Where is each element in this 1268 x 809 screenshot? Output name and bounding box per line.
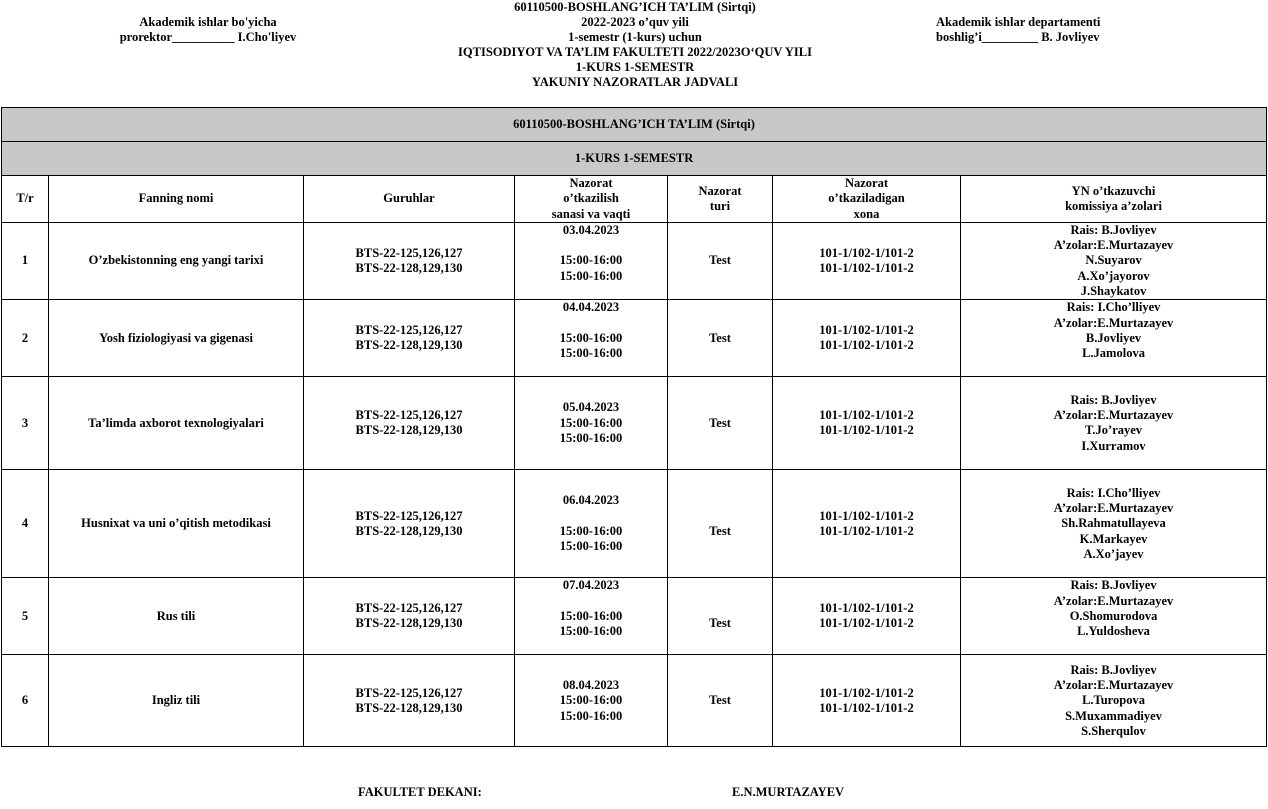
exam-type: Test [668, 578, 773, 655]
band-subtitle: 1-KURS 1-SEMESTR [2, 142, 1267, 176]
commission-cell: Rais: I.Cho’lliyev A’zolar:E.Murtazayev B.Jovliyev L.Jamolova [961, 300, 1267, 377]
table-row [2, 578, 1267, 655]
table-header-row [2, 176, 1267, 223]
approval-block-department [936, 15, 1146, 45]
col-header-commission: YN o’tkazuvchi komissiya a’zolari [961, 176, 1267, 223]
date-cell: 07.04.2023 15:00-16:00 15:00-16:00 [515, 578, 668, 655]
col-header-room: Nazorat o’tkaziladigan xona [773, 176, 961, 223]
exam-type: Test [668, 300, 773, 377]
dean-label: FAKULTET DEKANI: [358, 785, 482, 799]
department-signature: boshlig’i_________ B. Jovliyev [936, 30, 1100, 44]
subject-name: Yosh fiziologiyasi va gigenasi [49, 300, 304, 377]
room-cell: 101-1/102-1/101-2 101-1/102-1/101-2 [773, 300, 961, 377]
row-number: 2 [2, 300, 49, 377]
exam-schedule-table [1, 107, 1267, 747]
table-row [2, 377, 1267, 470]
date-cell: 03.04.2023 15:00-16:00 15:00-16:00 [515, 222, 668, 299]
groups-cell: BTS-22-125,126,127 BTS-22-128,129,130 [304, 578, 515, 655]
title-line: 1-semestr (1-kurs) uchun [568, 30, 702, 44]
groups-cell: BTS-22-125,126,127 BTS-22-128,129,130 [304, 470, 515, 578]
room-cell: 101-1/102-1/101-2 101-1/102-1/101-2 [773, 222, 961, 299]
room-cell: 101-1/102-1/101-2 101-1/102-1/101-2 [773, 470, 961, 578]
commission-cell: Rais: B.Jovliyev A’zolar:E.Murtazayev T.Jo’rayev I.Xurramov [961, 377, 1267, 470]
row-number: 3 [2, 377, 49, 470]
title-line: IQTISODIYOT VA TA’LIM FAKULTETI 2022/2023O‘QUV YILI [458, 45, 812, 59]
commission-cell: Rais: B.Jovliyev A’zolar:E.Murtazayev O.Shomurodova L.Yuldosheva [961, 578, 1267, 655]
groups-cell: BTS-22-125,126,127 BTS-22-128,129,130 [304, 377, 515, 470]
row-number: 6 [2, 655, 49, 747]
title-line: 2022-2023 o’quv yili [581, 15, 689, 29]
title-line: 60110500-BOSHLANG’ICH TA’LIM (Sirtqi) [514, 0, 756, 14]
date-cell: 08.04.2023 15:00-16:00 15:00-16:00 [515, 655, 668, 747]
title-line: YAKUNIY NAZORATLAR JADVALI [531, 75, 739, 89]
subject-name: O’zbekistonning eng yangi tarixi [49, 222, 304, 299]
subject-name: Ta’limda axborot texnologiyalari [49, 377, 304, 470]
subject-name: Rus tili [49, 578, 304, 655]
subject-name: Ingliz tili [49, 655, 304, 747]
col-header-date: Nazorat o’tkazilish sanasi va vaqti [515, 176, 668, 223]
title-line: 1-KURS 1-SEMESTR [575, 60, 695, 74]
exam-type: Test [668, 377, 773, 470]
room-cell: 101-1/102-1/101-2 101-1/102-1/101-2 [773, 578, 961, 655]
groups-cell: BTS-22-125,126,127 BTS-22-128,129,130 [304, 655, 515, 747]
commission-cell: Rais: B.Jovliyev A’zolar:E.Murtazayev L.Turopova S.Muxammadiyev S.Sherqulov [961, 655, 1267, 747]
department-title: Akademik ishlar departamenti [936, 15, 1101, 29]
groups-cell: BTS-22-125,126,127 BTS-22-128,129,130 [304, 222, 515, 299]
room-cell: 101-1/102-1/101-2 101-1/102-1/101-2 [773, 655, 961, 747]
approval-block-prorector [108, 15, 308, 45]
table-row [2, 470, 1267, 578]
row-number: 5 [2, 578, 49, 655]
groups-cell: BTS-22-125,126,127 BTS-22-128,129,130 [304, 300, 515, 377]
room-cell: 101-1/102-1/101-2 101-1/102-1/101-2 [773, 377, 961, 470]
row-number: 1 [2, 222, 49, 299]
exam-type: Test [668, 222, 773, 299]
date-cell: 05.04.2023 15:00-16:00 15:00-16:00 [515, 377, 668, 470]
exam-type: Test [668, 470, 773, 578]
col-header-subject: Fanning nomi [49, 176, 304, 223]
row-number: 4 [2, 470, 49, 578]
table-row [2, 300, 1267, 377]
subject-name: Husnixat va uni o’qitish metodikasi [49, 470, 304, 578]
band-title: 60110500-BOSHLANG’ICH TA’LIM (Sirtqi) [2, 108, 1267, 142]
prorector-signature: prorektor__________ I.Cho'liyev [119, 30, 297, 44]
commission-cell: Rais: I.Cho’lliyev A’zolar:E.Murtazayev Sh.Rahmatullayeva K.Markayev A.Xo’jayev [961, 470, 1267, 578]
document-title-block [380, 0, 890, 90]
col-header-num: T/r [2, 176, 49, 223]
col-header-groups: Guruhlar [304, 176, 515, 223]
table-row [2, 655, 1267, 747]
dean-name: E.N.MURTAZAYEV [732, 785, 845, 799]
date-cell: 04.04.2023 15:00-16:00 15:00-16:00 [515, 300, 668, 377]
col-header-type: Nazorat turi [668, 176, 773, 223]
date-cell: 06.04.2023 15:00-16:00 15:00-16:00 [515, 470, 668, 578]
commission-cell: Rais: B.Jovliyev A’zolar:E.Murtazayev N.Suyarov A.Xo’jayorov J.Shaykatov [961, 222, 1267, 299]
table-row [2, 222, 1267, 299]
prorector-title: Akademik ishlar bo'yicha [139, 15, 277, 29]
exam-type: Test [668, 655, 773, 747]
